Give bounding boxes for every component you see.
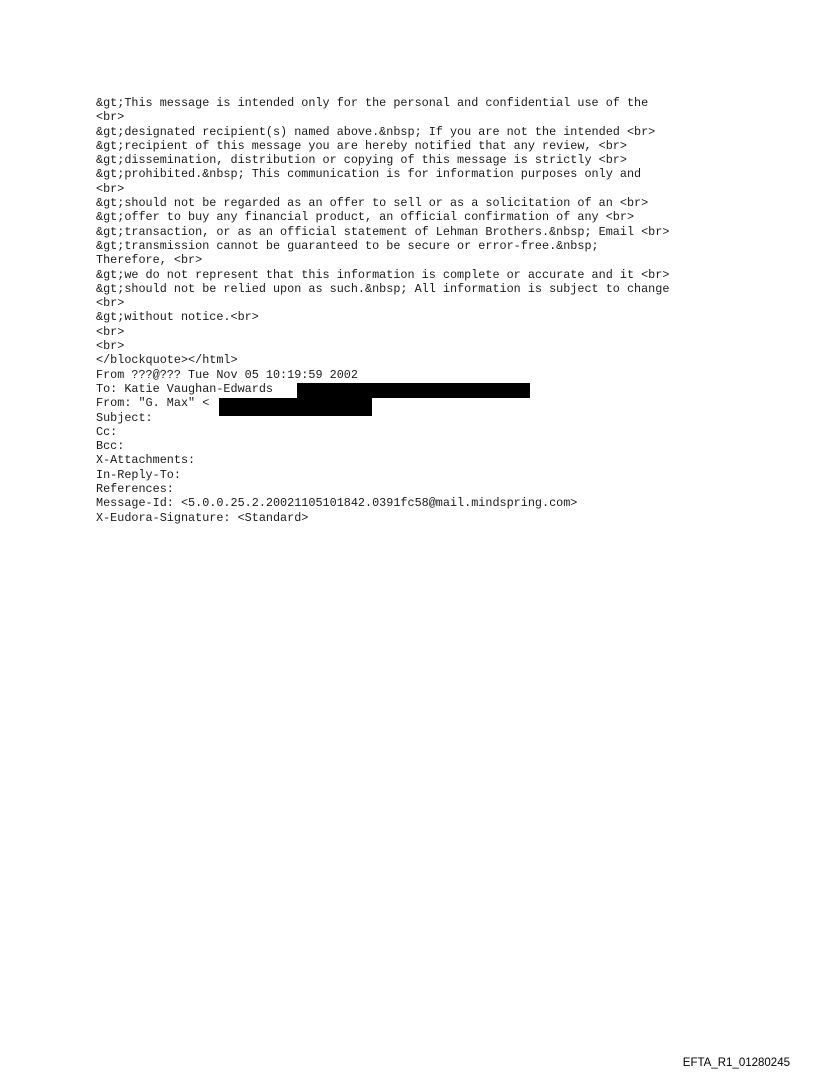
text-line: <br>	[96, 324, 125, 339]
header-signature: X-Eudora-Signature: <Standard>	[96, 510, 309, 525]
text-line: <br>	[96, 181, 125, 196]
text-line: &gt;we do not represent that this information is complete or accurate and it <br>	[96, 267, 670, 282]
header-bcc: Bcc:	[96, 439, 125, 454]
header-to-line: To: Katie Vaughan-Edwards	[96, 381, 273, 396]
text-line: &gt;designated recipient(s) named above.&nbsp; If you are not the intended <br>	[96, 124, 656, 139]
header-subject: Subject:	[96, 410, 153, 425]
header-from-line: From ???@??? Tue Nov 05 10:19:59 2002	[96, 367, 358, 382]
text-line: &gt;should not be regarded as an offer to sell or as a solicitation of an <br>	[96, 196, 649, 211]
text-line: <br>	[96, 110, 125, 125]
text-line: &gt;transmission cannot be guaranteed to be secure or error-free.&nbsp;	[96, 238, 599, 253]
header-attachments: X-Attachments:	[96, 453, 196, 468]
text-line: &gt;This message is intended only for the personal and confidential use of the	[96, 96, 649, 110]
text-line: &gt;recipient of this message you are hereby notified that any review, <br>	[96, 138, 627, 153]
header-in-reply-to: In-Reply-To:	[96, 467, 181, 482]
text-line: &gt;without notice.<br>	[96, 310, 259, 325]
header-cc: Cc:	[96, 424, 118, 439]
text-line: &gt;transaction, or as an official statement of Lehman Brothers.&nbsp; Email <br>	[96, 224, 670, 239]
redaction-bar-to	[297, 383, 530, 398]
text-line: &gt;offer to buy any financial product, an official confirmation of any <br>	[96, 210, 635, 225]
text-line: &gt;dissemination, distribution or copying of this message is strictly <br>	[96, 153, 627, 168]
text-line: &gt;prohibited.&nbsp; This communication is for information purposes only and	[96, 167, 642, 182]
text-line: <br>	[96, 296, 125, 311]
header-from-field	[96, 396, 736, 410]
document-id-stamp: EFTA_R1_01280245	[682, 1057, 790, 1069]
redaction-bar-from	[219, 398, 372, 416]
email-text	[96, 96, 736, 525]
header-message-id: Message-Id: <5.0.0.25.2.20021105101842.0391fc58@mail.mindspring.com>	[96, 496, 578, 511]
header-references: References:	[96, 482, 174, 497]
text-line: </blockquote></html>	[96, 353, 238, 368]
from-prefix: From: "G. Max" <	[96, 396, 210, 411]
text-line: <br>	[96, 339, 125, 354]
text-line: Therefore, <br>	[96, 253, 203, 268]
text-line: &gt;should not be relied upon as such.&nbsp; All information is subject to change	[96, 281, 670, 296]
